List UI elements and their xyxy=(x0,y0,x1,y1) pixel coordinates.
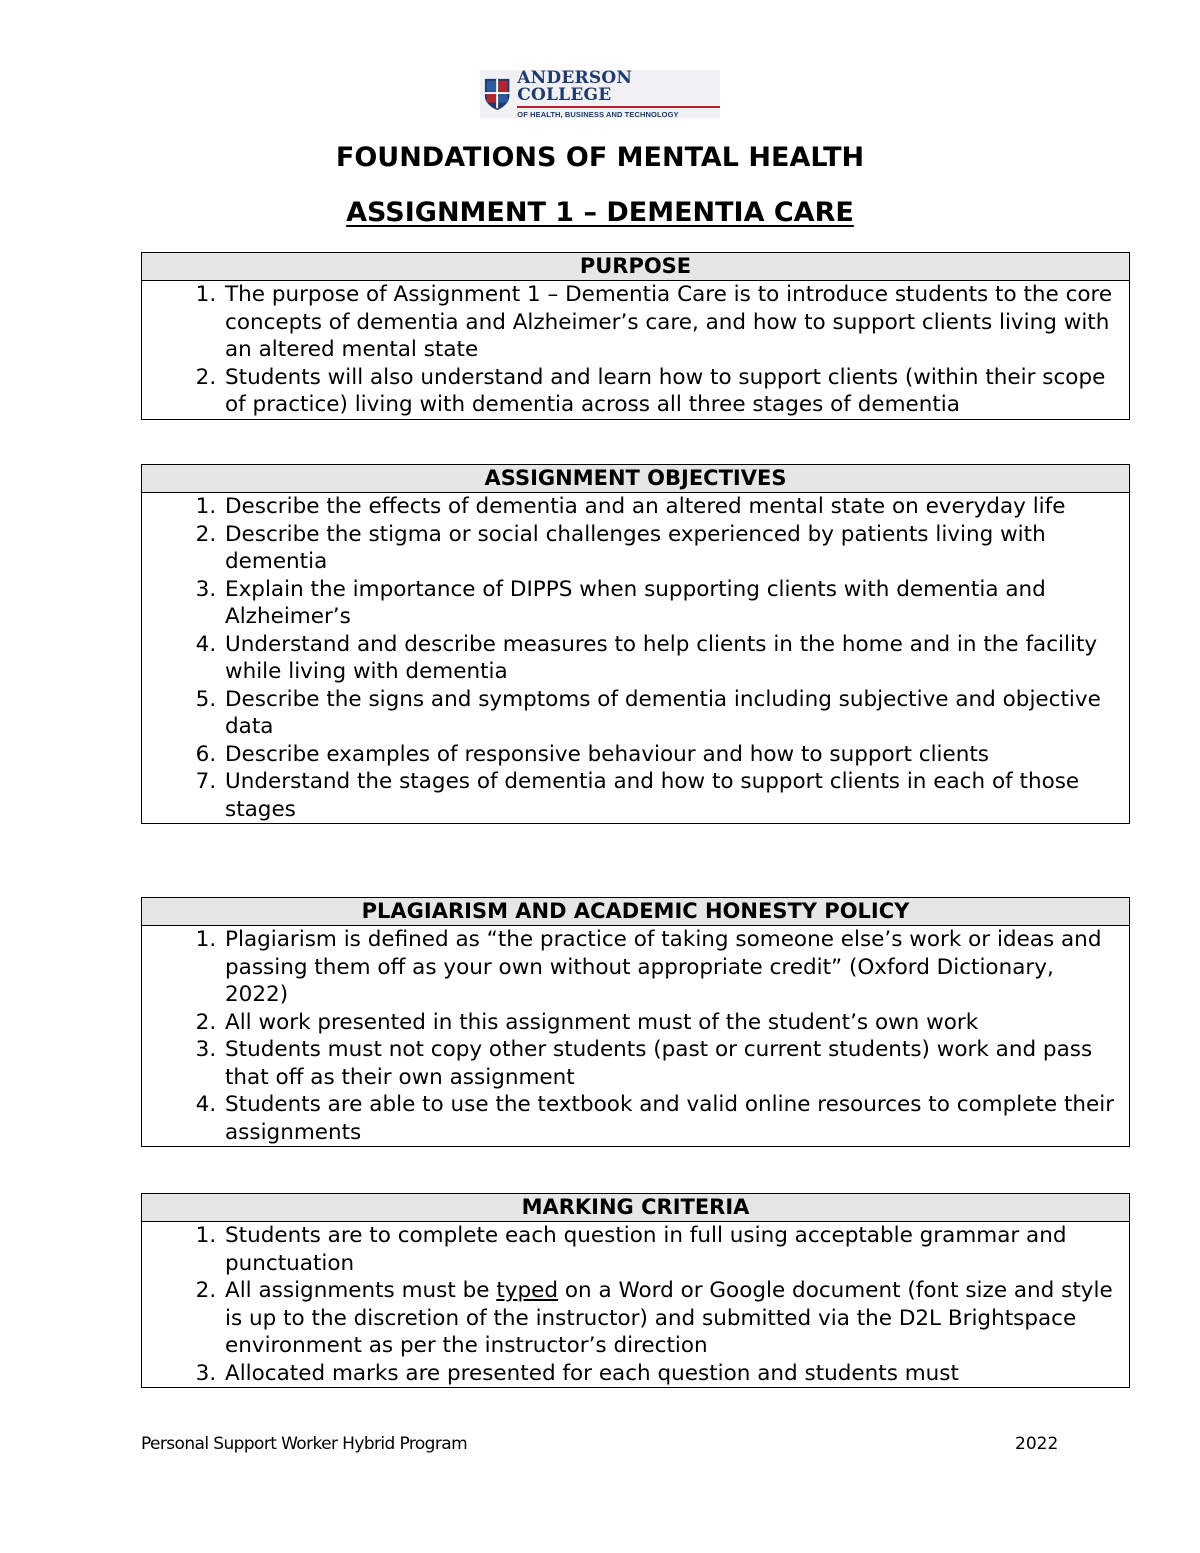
plagiarism-item: 4. Students are able to use the textbook and valid online resources to complete their assignments xyxy=(223,1091,1121,1146)
purpose-section xyxy=(141,252,1130,420)
purpose-heading: PURPOSE xyxy=(142,253,1129,281)
document-subtitle-text: ASSIGNMENT 1 – DEMENTIA CARE xyxy=(346,197,854,228)
plagiarism-item: 2. All work presented in this assignment must of the student’s own work xyxy=(223,1009,1121,1037)
objective-item: 4. Understand and describe measures to help clients in the home and in the facility while living with dementia xyxy=(223,631,1121,686)
marking-item: 3. Allocated marks are presented for each question and students must xyxy=(223,1360,1121,1388)
plagiarism-section xyxy=(141,897,1130,1147)
footer-year: 2022 xyxy=(1015,1434,1059,1454)
document-subtitle xyxy=(0,197,1200,228)
marking-item-text: All assignments must be xyxy=(225,1278,497,1303)
marking-item-text: on a Word or Google document (font size and style is up to the discretion of the instructor) and submitted via the D2L Brightspace environment as per the instructor’s direction xyxy=(225,1278,1113,1358)
document-title: FOUNDATIONS OF MENTAL HEALTH xyxy=(335,142,865,173)
marking-item: 1. Students are to complete each question in full using acceptable grammar and punctuation xyxy=(223,1222,1121,1277)
plagiarism-list xyxy=(142,926,1129,1146)
marking-heading: MARKING CRITERIA xyxy=(142,1194,1129,1222)
shield-icon xyxy=(483,76,511,112)
plagiarism-item: 3. Students must not copy other students (past or current students) work and pass that off as their own assignment xyxy=(223,1036,1121,1091)
objectives-list xyxy=(142,493,1129,823)
plagiarism-heading: PLAGIARISM AND ACADEMIC HONESTY POLICY xyxy=(142,898,1129,926)
typed-emphasis: typed xyxy=(496,1278,559,1303)
marking-list xyxy=(142,1222,1129,1387)
objective-item: 6. Describe examples of responsive behaviour and how to support clients xyxy=(223,741,1121,769)
objective-item: 3. Explain the importance of DIPPS when supporting clients with dementia and Alzheimer’s xyxy=(223,576,1121,631)
marking-item xyxy=(223,1277,1121,1360)
plagiarism-item: 1. Plagiarism is defined as “the practice of taking someone else’s work or ideas and passing them off as your own without appropriate credit” (Oxford Dictionary, 2022) xyxy=(223,926,1121,1009)
footer-program: Personal Support Worker Hybrid Program xyxy=(141,1434,468,1454)
purpose-list xyxy=(142,281,1129,419)
logo-college-name: ANDERSON COLLEGE xyxy=(517,70,720,108)
purpose-item: 2. Students will also understand and learn how to support clients (within their scope of practice) living with dementia across all three stages of dementia xyxy=(223,364,1121,419)
objective-item: 2. Describe the stigma or social challenges experienced by patients living with dementia xyxy=(223,521,1121,576)
purpose-item: 1. The purpose of Assignment 1 – Dementia Care is to introduce students to the core concepts of dementia and Alzheimer’s care, and how to support clients living with an altered mental state xyxy=(223,281,1121,364)
objective-item: 5. Describe the signs and symptoms of dementia including subjective and objective data xyxy=(223,686,1121,741)
objective-item: 1. Describe the effects of dementia and an altered mental state on everyday life xyxy=(223,493,1121,521)
college-logo xyxy=(480,67,720,119)
logo-college-subtitle: OF HEALTH, BUSINESS AND TECHNOLOGY xyxy=(517,109,679,119)
objectives-heading: ASSIGNMENT OBJECTIVES xyxy=(142,465,1129,493)
marking-section xyxy=(141,1193,1130,1388)
objective-item: 7. Understand the stages of dementia and how to support clients in each of those stages xyxy=(223,768,1121,823)
objectives-section xyxy=(141,464,1130,824)
